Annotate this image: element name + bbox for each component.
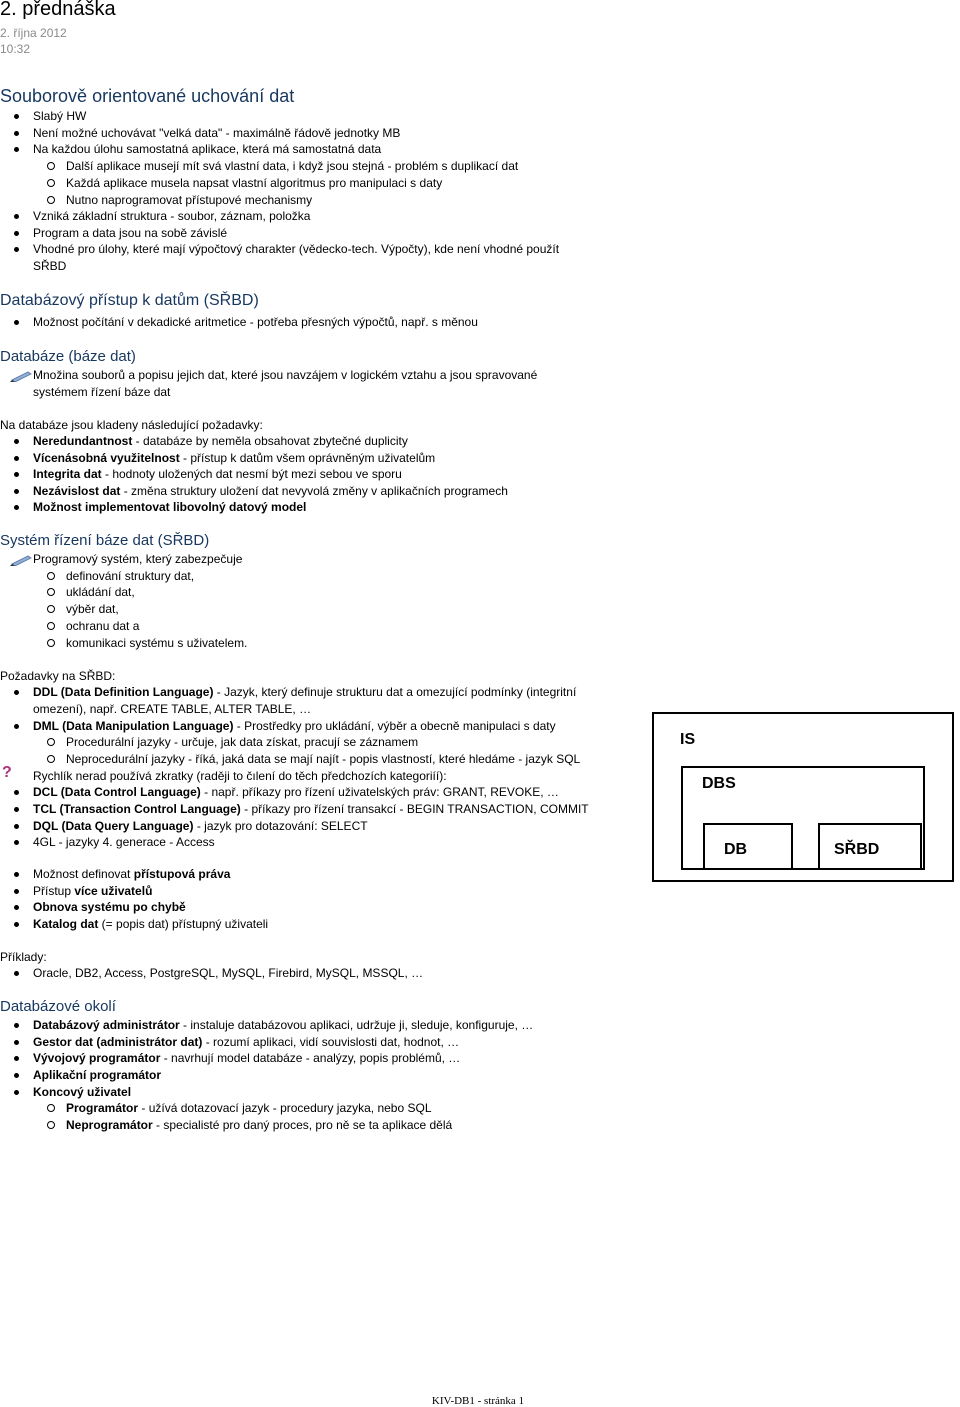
section-heading-file-storage: Souborově orientované uchování dat [0,86,295,106]
item-desc: - hodnoty uložených dat nesmí být mezi sebou ve sporu [101,467,402,481]
item-term: DCL (Data Control Language) [33,785,201,799]
item-desc: - užívá dotazovací jazyk - procedury jazyka, nebo SQL [138,1101,432,1115]
diagram-dbms-label: SŘBD [834,841,880,858]
page-title: 2. přednáška [0,0,116,20]
diagram-is-label: IS [680,731,696,748]
list-item [33,483,508,499]
list-item: Vhodné pro úlohy, které mají výpočtový charakter (vědecko-tech. Výpočty), kde není vhodné použít [33,242,560,256]
list-item [33,1017,533,1033]
section-heading-dbms: Systém řízení báze dat (SŘBD) [0,532,210,549]
item-term: Gestor dat (administrátor dat) [33,1035,203,1049]
list-item [33,1050,460,1066]
sub-list-item: Další aplikace musejí mít svá vlastní data, i když jsou stejná - problém s duplikací dat [66,159,519,173]
list-item [33,899,186,915]
question-mark-icon: ? [2,764,12,781]
list-item: Vzniká základní struktura - soubor, záznam, položka [33,209,311,223]
item-term: Neprogramátor [66,1118,153,1132]
sub-list-item: definování struktury dat, [66,569,195,583]
list-item [33,866,230,882]
item-prefix: Přístup [33,884,75,898]
section-heading-db-environment: Databázové okolí [0,998,116,1015]
item-term: DQL (Data Query Language) [33,819,194,833]
list-item [33,1084,131,1100]
list-item [33,718,556,734]
item-term: přístupová práva [133,867,231,881]
item-term: Integrita dat [33,467,102,481]
section-heading-database: Databáze (báze dat) [0,348,136,365]
item-term: Katalog dat [33,917,99,931]
list-item-continuation: omezení), např. CREATE TABLE, ALTER TABLE, … [33,702,312,716]
list-item: Možnost počítání v dekadické aritmetice - potřeba přesných výpočtů, např. s měnou [33,315,478,329]
item-desc: - Prostředky pro ukládání, výběr a obecně manipulaci s daty [233,719,556,733]
list-item-continuation: SŘBD [33,259,67,273]
item-desc: - navrhují model databáze - analýzy, popis problémů, … [160,1051,461,1065]
list-item [33,1067,161,1083]
note-pencil-icon [10,554,32,566]
list-item [33,684,576,700]
item-term: DDL (Data Definition Language) [33,685,214,699]
sub-list-item [66,1117,452,1133]
sub-list-item: Procedurální jazyky - určuje, jak data získat, pracují se záznamem [66,735,419,749]
sub-list-item: ukládání dat, [66,585,135,599]
page-time: 10:32 [0,42,31,56]
item-desc: - např. příkazy pro řízení uživatelských práv: GRANT, REVOKE, … [200,785,559,799]
note-text: Množina souborů a popisu jejich dat, které jsou navzájem v logickém vztahu a jsou spravované [33,368,538,382]
sub-list-item [66,1100,432,1116]
examples-intro: Příklady: [0,950,47,964]
sub-list-item: výběr dat, [66,602,119,616]
diagram-db-box [703,823,793,870]
page-footer: KIV-DB1 - stránka 1 [431,1395,525,1407]
item-term: více uživatelů [74,884,153,898]
item-term: Neredundantnost [33,434,133,448]
list-item [33,466,402,482]
item-desc: - instaluje databázovou aplikaci, udržuje ji, sleduje, konfiguruje, … [179,1018,534,1032]
diagram-dbs-label: DBS [702,775,736,792]
sub-list-item: komunikaci systému s uživatelem. [66,636,248,650]
item-term: Obnova systému po chybě [33,900,186,914]
list-item: Slabý HW [33,109,87,123]
sub-list-item: ochranu dat a [66,619,140,633]
list-item [33,1034,459,1050]
section-heading-db-access: Databázový přístup k datům (SŘBD) [0,292,259,309]
item-desc: (= popis dat) přístupný uživateli [98,917,269,931]
sub-list-item: Každá aplikace musela napsat vlastní algoritmus pro manipulaci s daty [66,176,443,190]
list-item [33,818,368,834]
list-item: Na každou úlohu samostatná aplikace, která má samostatná data [33,142,382,156]
dbms-requirements-intro: Požadavky na SŘBD: [0,669,116,683]
list-item: Oracle, DB2, Access, PostgreSQL, MySQL, Firebird, MySQL, MSSQL, … [33,966,424,980]
list-item [33,450,435,466]
sub-list-item: Neprocedurální jazyky - říká, jaká data se mají najít - popis vlastností, které hledáme - jazyk SQL [66,752,581,766]
list-item [33,784,559,800]
item-desc: - jazyk pro dotazování: SELECT [193,819,368,833]
sub-list-item: Nutno naprogramovat přístupové mechanismy [66,193,313,207]
list-item: 4GL - jazyky 4. generace - Access [33,835,215,849]
item-prefix: Možnost definovat [33,867,134,881]
item-term: TCL (Transaction Control Language) [33,802,241,816]
note-pencil-icon [10,370,32,382]
item-desc: - změna struktury uložení dat nevyvolá změny v aplikačních programech [120,484,508,498]
item-term: Databázový administrátor [33,1018,180,1032]
item-term: Vývojový programátor [33,1051,161,1065]
list-item [33,433,408,449]
item-term: Programátor [66,1101,139,1115]
item-term: Aplikační programátor [33,1068,162,1082]
diagram-db-label: DB [724,841,748,858]
page-date: 2. října 2012 [0,26,67,40]
item-desc: - příkazy pro řízení transakcí - BEGIN TRANSACTION, COMMIT [240,802,589,816]
item-term: DML (Data Manipulation Language) [33,719,234,733]
item-desc: - Jazyk, který definuje strukturu dat a omezující podmínky (integritní [213,685,577,699]
requirements-intro: Na databáze jsou kladeny následující požadavky: [0,418,263,432]
item-term: Nezávislost dat [33,484,121,498]
item-desc: - přístup k datům všem oprávněným uživatelům [179,451,436,465]
list-item [33,916,268,932]
list-item [33,883,152,899]
item-term: Koncový uživatel [33,1085,132,1099]
item-desc: - specialisté pro daný proces, pro ně se ta aplikace dělá [152,1118,453,1132]
list-item [33,499,306,515]
item-term: Vícenásobná využitelnost [33,451,180,465]
question-note: Rychlík nerad používá zkratky (raději to čılení do těch předchozích kategoriíí): [33,769,447,783]
list-item: Není možné uchovávat "velká data" - maximálně řádově jednotky MB [33,126,401,140]
item-desc: - rozumí aplikaci, vidí souvislosti dat, hodnot, … [202,1035,460,1049]
item-term: Možnost implementovat libovolný datový model [33,500,307,514]
note-text-continuation: systémem řízení báze dat [33,385,171,399]
item-desc: - databáze by neměla obsahovat zbytečné duplicity [132,434,408,448]
list-item: Program a data jsou na sobě závislé [33,226,228,240]
list-item [33,801,589,817]
note-text: Programový systém, který zabezpečuje [33,552,243,566]
